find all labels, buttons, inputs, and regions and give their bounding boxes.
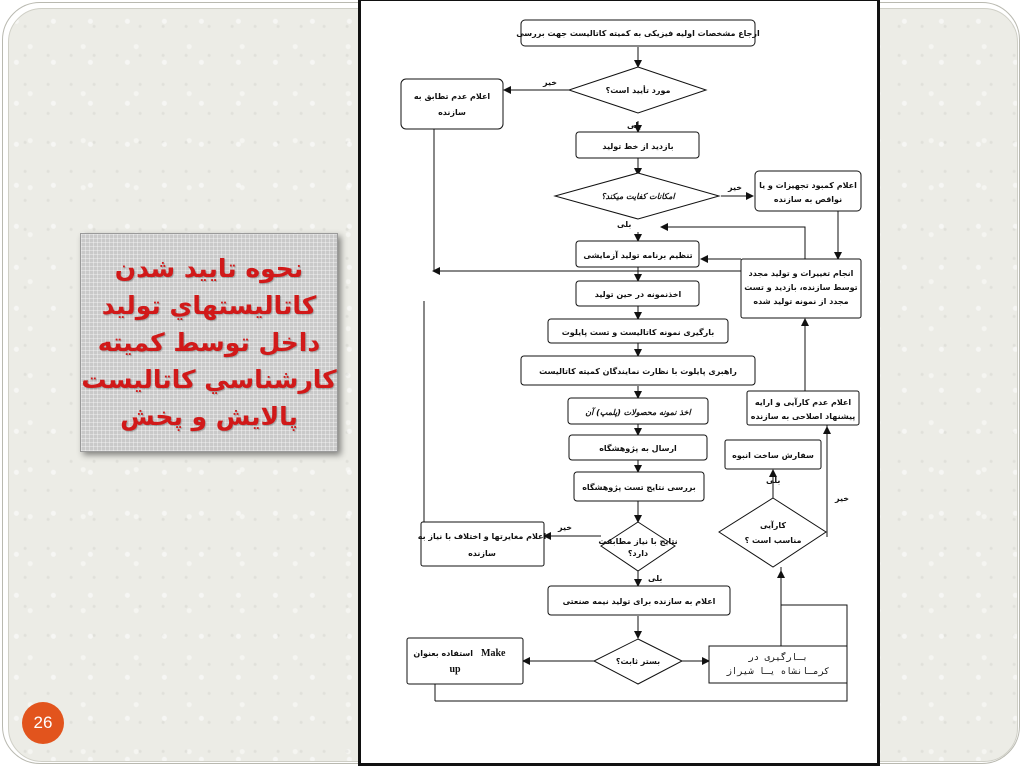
text-apply: مجدد از نمونه تولید شده (753, 297, 849, 306)
title-line: نحوه تاييد شدن (114, 254, 304, 283)
text-apply: توسط سازنده، بازدید و تست (744, 283, 858, 292)
title-line: داخل توسط كميته (97, 328, 321, 357)
flowchart-canvas (361, 1, 877, 763)
label-yes: بلی (627, 121, 642, 130)
text-nonconform: اعلام عدم تطابق به (413, 92, 491, 101)
text-inefficiency: اعلام عدم کارآیی و ارایه (754, 398, 852, 407)
text-review-lab: بررسی نتایج تست پژوهشگاه (582, 483, 696, 492)
text-decision-match: نتایج با نیاز مطابقت (598, 537, 678, 546)
label-yes-alt: بلی (648, 574, 663, 583)
text-makeup-up: up (449, 664, 461, 675)
text-product-sample: اخذ نمونه محصولات (پلمپ) آن (585, 408, 691, 417)
text-loading-city: بـارگیری در (748, 653, 808, 663)
title-line: كارشناسي كاتاليست (81, 365, 337, 394)
box-makeup (407, 638, 523, 684)
text-mismatch: اعلام مغایرتها و اختلاف با نیاز به (417, 532, 547, 541)
label-no: خیر (728, 183, 743, 192)
flowchart-document (358, 0, 880, 766)
text-shortage: اعلام کمبود تجهیزات و یا (759, 181, 857, 190)
box-mismatch (421, 522, 544, 566)
box-nonconform (401, 79, 503, 129)
text-makeup-en: Make (481, 648, 506, 659)
box-loading-city (709, 646, 847, 683)
label-no: خیر (835, 494, 850, 503)
text-decision-match: دارد؟ (627, 549, 649, 558)
text-decision-approved: مورد تأیید است؟ (605, 86, 671, 95)
decision-match (601, 522, 675, 571)
box-shortage (755, 171, 861, 211)
page-number-badge: 26 (22, 702, 64, 744)
text-mass-order: سفارش ساخت انبوه (732, 451, 814, 460)
text-send-lab: ارسال به پژوهشگاه (599, 444, 677, 453)
text-decision-efficiency: مناسب است ؟ (744, 536, 802, 545)
title-line: پالايش و پخش (120, 402, 298, 431)
label-yes: بلی (766, 476, 781, 485)
text-sampling: اخذنمونه در حین تولید (594, 290, 682, 299)
label-yes: بلی (617, 220, 632, 229)
text-trial-plan: تنظیم برنامه تولید آزمایشی (583, 251, 693, 260)
label-no: خیر (558, 523, 573, 532)
text-visit: بازدید از خط تولید (602, 142, 674, 151)
text-decision-capacity: امکانات کفایت میکند؟ (601, 192, 675, 201)
text-refer: ارجاع مشخصات اولیه فیزیکی به کمیته کاتالیست جهت بررسی (516, 29, 760, 38)
text-shortage: نواقص به سازنده (773, 195, 843, 204)
text-announce: اعلام به سازنده برای تولید نیمه صنعتی (562, 597, 716, 606)
text-nonconform: سازنده (438, 108, 466, 117)
text-inefficiency: پیشنهاد اصلاحی به سازنده (750, 412, 856, 421)
text-mismatch: سازنده (468, 549, 496, 558)
title-line: كاتاليستهاي توليد (101, 291, 317, 320)
text-loading-city: کرمـانشاه یـا شیراز (726, 667, 830, 677)
text-makeup-fa: استفاده بعنوان (413, 649, 473, 658)
text-pilot: راهبری پایلوت با نظارت نمایندگان کمیته کاتالیست (539, 367, 737, 376)
label-no: خیر (543, 78, 558, 87)
decision-efficiency (719, 498, 826, 567)
title-panel (80, 233, 338, 452)
text-decision-efficiency: کارآیی (759, 521, 787, 530)
text-apply: انجام تغییرات و تولید مجدد (748, 269, 854, 278)
text-loading: بارگیری نمونه کاتالیست و تست پایلوت (561, 328, 715, 337)
text-decision-fixed-bed: بستر ثابت؟ (615, 657, 661, 666)
